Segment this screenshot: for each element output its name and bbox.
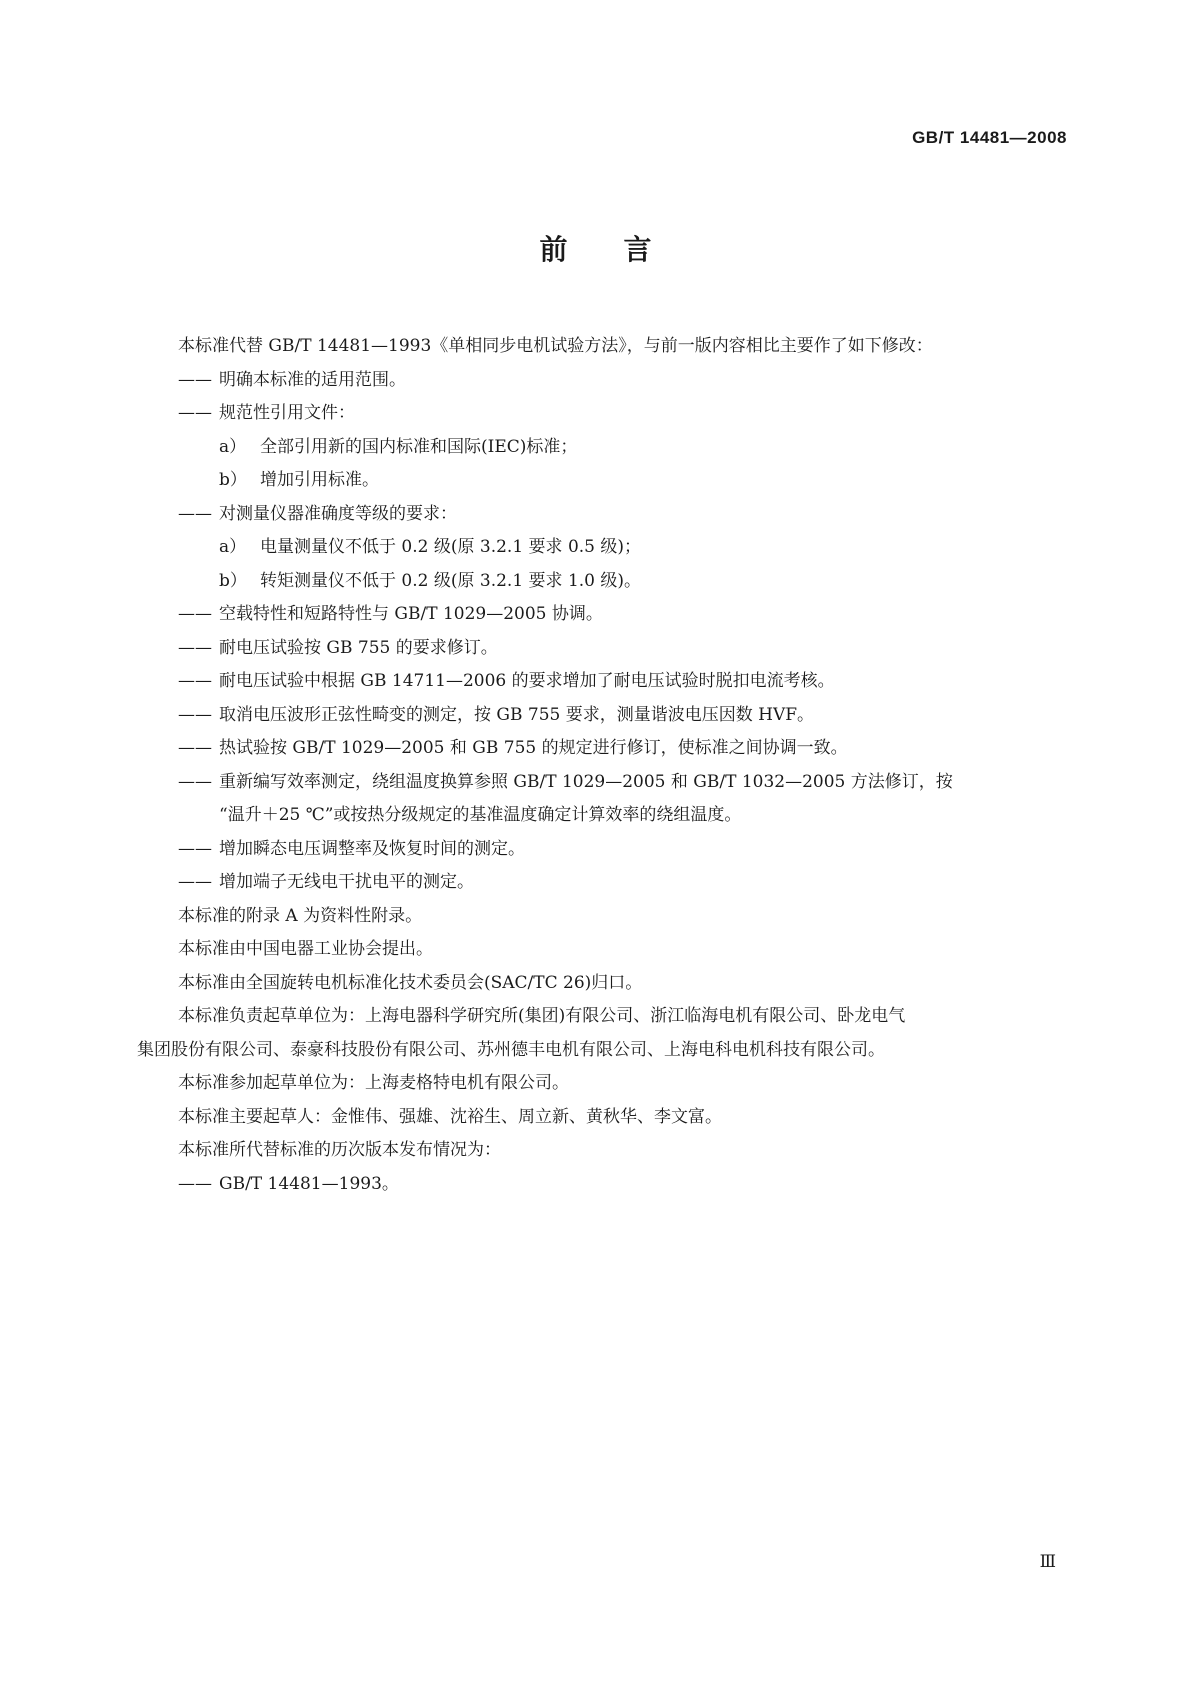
- list-item: [137, 699, 1062, 733]
- drafters-paragraph: 本标准负责起草单位为：上海电器科学研究所(集团)有限公司、浙江临海电机有限公司、卧龙电气: [178, 1006, 906, 1026]
- history-list-item: [137, 1168, 1062, 1202]
- dash-marker: ——: [178, 604, 212, 624]
- list-item: [137, 732, 1062, 766]
- list-item-text: 空载特性和短路特性与 GB/T 1029—2005 协调。: [219, 604, 603, 624]
- sub-item-text: 增加引用标准。: [260, 470, 379, 490]
- list-item: [137, 498, 1062, 532]
- sub-item-text: 电量测量仪不低于 0.2 级(原 3.2.1 要求 0.5 级)；: [260, 537, 642, 557]
- dash-marker: ——: [178, 872, 212, 892]
- list-item-text: 规范性引用文件：: [219, 403, 355, 423]
- sub-item-text: 全部引用新的国内标准和国际(IEC)标准；: [260, 436, 578, 457]
- sub-list-item: [137, 531, 1062, 565]
- list-item-text: 耐电压试验中根据 GB 14711—2006 的要求增加了耐电压试验时脱扣电流考核。: [219, 671, 835, 691]
- list-item-text: 耐电压试验按 GB 755 的要求修订。: [219, 637, 498, 658]
- authors-paragraph: 本标准主要起草人：金惟伟、强雄、沈裕生、周立新、黄秋华、李文富。: [178, 1106, 722, 1127]
- dash-marker: ——: [178, 771, 212, 792]
- sub-list-item: [137, 431, 1062, 465]
- sub-item-marker: a）: [219, 436, 247, 457]
- dash-marker: ——: [178, 503, 212, 524]
- list-item: [137, 833, 1062, 867]
- list-item-text: 重新编写效率测定，绕组温度换算参照 GB/T 1029—2005 和 GB/T 1032—2005 方法修订，按: [219, 771, 953, 792]
- page-title: 前言: [539, 233, 708, 266]
- proposed-by-paragraph: 本标准由中国电器工业协会提出。: [178, 939, 433, 959]
- list-item: [137, 397, 1062, 431]
- list-item-text: 明确本标准的适用范围。: [219, 369, 406, 390]
- list-item: [137, 632, 1062, 666]
- dash-marker: ——: [178, 1173, 212, 1194]
- list-item-text: 增加端子无线电干扰电平的测定。: [219, 872, 474, 892]
- foreword-body: [137, 330, 1062, 1201]
- sub-item-marker: b）: [219, 470, 247, 490]
- centralized-by-paragraph: 本标准由全国旋转电机标准化技术委员会(SAC/TC 26)归口。: [178, 972, 643, 993]
- list-item: [137, 364, 1062, 398]
- standard-code: GB/T 14481—2008: [912, 128, 1067, 147]
- annex-paragraph: 本标准的附录 A 为资料性附录。: [178, 905, 423, 926]
- sub-item-marker: b）: [219, 570, 247, 591]
- list-item-text: 对测量仪器准确度等级的要求：: [219, 503, 457, 524]
- intro-paragraph: 本标准代替 GB/T 14481—1993《单相同步电机试验方法》，与前一版内容相比主要作了如下修改：: [178, 336, 933, 356]
- sub-item-marker: a）: [219, 537, 247, 557]
- history-item-text: GB/T 14481—1993。: [219, 1173, 399, 1194]
- dash-marker: ——: [178, 704, 212, 725]
- dash-marker: ——: [178, 838, 212, 859]
- list-item-text: 取消电压波形正弦性畸变的测定，按 GB 755 要求，测量谐波电压因数 HVF。: [219, 704, 815, 725]
- list-item: [137, 665, 1062, 699]
- sub-list-item: [137, 464, 1062, 498]
- list-item-text: 热试验按 GB/T 1029—2005 和 GB 755 的规定进行修订，使标准之间协调一致。: [219, 738, 848, 758]
- list-item: [137, 598, 1062, 632]
- dash-marker: ——: [178, 369, 212, 390]
- dash-marker: ——: [178, 671, 212, 691]
- participants-paragraph: 本标准参加起草单位为：上海麦格特电机有限公司。: [178, 1073, 569, 1093]
- list-item-continuation: “温升＋25 ℃”或按热分级规定的基准温度确定计算效率的绕组温度。: [219, 805, 742, 825]
- drafters-paragraph-continuation: 集团股份有限公司、泰豪科技股份有限公司、苏州德丰电机有限公司、上海电科电机科技有限公司。: [137, 1039, 885, 1060]
- sub-list-item: [137, 565, 1062, 599]
- list-item-text: 增加瞬态电压调整率及恢复时间的测定。: [219, 838, 525, 859]
- list-item: [137, 766, 1062, 800]
- dash-marker: ——: [178, 637, 212, 658]
- page-number: Ⅲ: [1039, 1552, 1056, 1572]
- list-item: [137, 866, 1062, 900]
- history-paragraph: 本标准所代替标准的历次版本发布情况为：: [178, 1140, 501, 1160]
- dash-marker: ——: [178, 738, 212, 758]
- dash-marker: ——: [178, 403, 212, 423]
- sub-item-text: 转矩测量仪不低于 0.2 级(原 3.2.1 要求 1.0 级)。: [260, 570, 642, 591]
